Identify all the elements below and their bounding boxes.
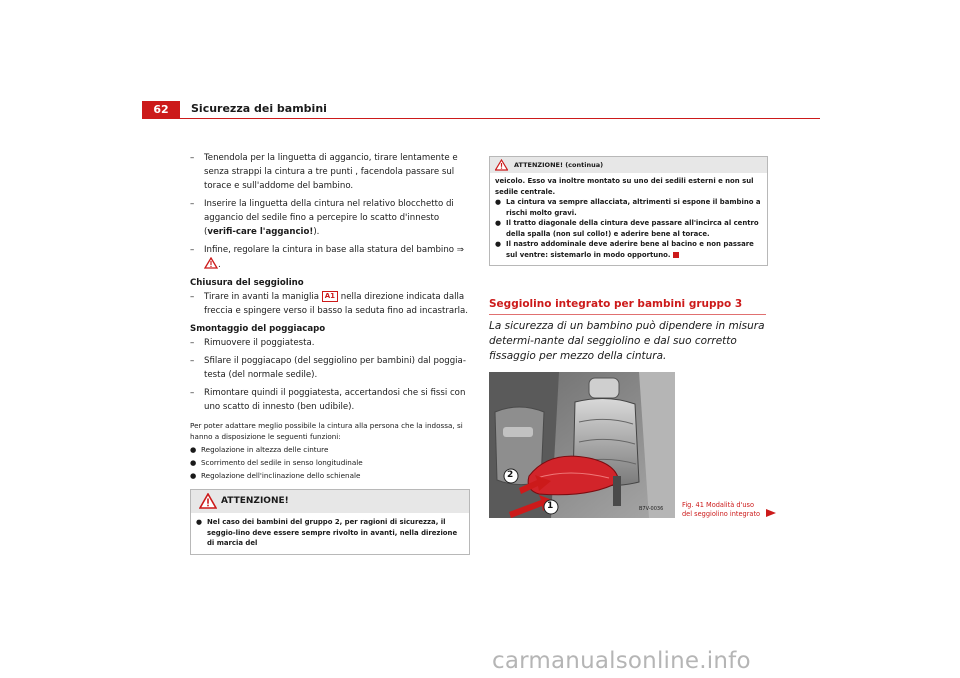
step-item	[190, 354, 470, 382]
bullet-dot: ●	[196, 518, 203, 526]
step-text: Inserire la linguetta della cintura nel relativo blocchetto di aggancio del sedile fino a percepire lo scatto d'innesto (	[204, 199, 454, 237]
dash: –	[190, 245, 195, 255]
list-item	[190, 470, 470, 481]
figure-caption: Fig. 41 Modalità d'uso del seggiolino integrato	[682, 501, 761, 518]
subsection-title: Seggiolino integrato per bambini gruppo 3	[489, 298, 743, 310]
watermark: carmanualsonline.info	[492, 648, 751, 674]
step-bold: verifi-care l'aggancio!	[207, 227, 314, 237]
step-item	[190, 336, 470, 350]
dash: –	[190, 356, 195, 366]
warning-header	[490, 157, 767, 173]
warning-title: ATTENZIONE!	[221, 496, 289, 506]
page-number: 62	[142, 101, 180, 118]
ref-badge-a1[interactable]: A1	[322, 291, 338, 302]
dash: –	[190, 199, 195, 209]
warning-icon	[199, 493, 217, 509]
warning-body	[191, 513, 469, 554]
warning-item-text: Il nastro addominale deve aderire bene al bacino e non passare sul ventre: sistemarlo in modo opportuno.	[506, 240, 754, 259]
end-mark-icon	[673, 252, 679, 258]
step-item	[190, 290, 470, 318]
warning-item	[495, 239, 763, 260]
next-page-arrow-icon[interactable]	[765, 508, 777, 518]
note-text: Per poter adattare meglio possibile la cintura alla persona che la indossa, si hanno a disposizione le seguenti funzioni:	[190, 421, 463, 441]
bullet-dot: ●	[495, 219, 502, 227]
warning-item	[495, 218, 763, 239]
step-item	[190, 243, 470, 272]
header-rule	[142, 118, 820, 119]
list-item-text: Regolazione in altezza delle cinture	[201, 445, 329, 454]
step-item	[190, 197, 470, 239]
step-text: Sfilare il poggiacapo (del seggiolino per bambini) dal poggia-testa (del normale sedile).	[204, 356, 466, 380]
dash: –	[190, 292, 195, 302]
list-item	[190, 444, 470, 455]
warning-icon	[495, 159, 508, 171]
warning-lead: veicolo. Esso va inoltre montato su uno dei sedili esterni e non sul sedile centrale.	[495, 177, 754, 196]
dash: –	[190, 388, 195, 398]
list-item-text: Scorrimento del sedile in senso longitudinale	[201, 458, 363, 467]
left-column	[190, 151, 470, 555]
list-item-text: Regolazione dell'inclinazione dello schienale	[201, 471, 361, 480]
figure-label-1: 1	[547, 501, 554, 511]
warning-item-text: Il tratto diagonale della cintura deve passare all'incirca al centro della spalla (non sul collo!) e aderire bene al torace.	[506, 219, 759, 238]
dash: –	[190, 153, 195, 163]
warning-item	[196, 517, 465, 549]
step-text: Tirare in avanti la maniglia	[204, 292, 320, 302]
warning-header	[191, 490, 469, 513]
warning-box	[190, 489, 470, 555]
step-text: Infine, regolare la cintura in base alla statura del bambino	[204, 245, 455, 255]
step-text-after: ).	[313, 227, 320, 237]
step-text: Rimontare quindi il poggiatesta, accertandosi che si fissi con uno scatto di innesto (ben udibile).	[204, 388, 466, 412]
section-title: Sicurezza dei bambini	[191, 102, 327, 115]
subhead-headrest: Smontaggio del poggiacapo	[190, 324, 326, 334]
warning-icon	[204, 257, 218, 269]
step-text: Tenendola per la linguetta di aggancio, tirare lentamente e senza strappi la cintura a tre punti , facendola passare sul torace e sull'addome del bambino.	[204, 153, 458, 191]
step-end: .	[218, 260, 221, 270]
bullet-dot: ●	[495, 198, 502, 206]
step-item	[190, 151, 470, 193]
dash: –	[190, 338, 195, 348]
subhead-closing: Chiusura del seggiolino	[190, 278, 304, 288]
step-item	[190, 386, 470, 414]
intro-text: La sicurezza di un bambino può dipendere in misura determi-nante dal seggiolino e dal suo corretto fissaggio per mezzo della cintura.	[489, 320, 765, 362]
bullet-dot: ●	[495, 240, 502, 248]
figure-label-2: 2	[507, 470, 514, 480]
warning-body	[490, 173, 767, 265]
figure-code: B7V-0036	[639, 506, 664, 512]
seat-illustration	[489, 372, 675, 518]
bullet-dot: ●	[190, 445, 197, 454]
subsection-rule	[489, 314, 766, 315]
warning-box-continued	[489, 156, 768, 266]
list-item	[190, 457, 470, 468]
bullet-dot: ●	[190, 458, 197, 467]
ref-arrow[interactable]: ⇒	[456, 245, 464, 255]
figure-image	[489, 372, 675, 518]
bullet-dot: ●	[190, 471, 197, 480]
warning-item-text: La cintura va sempre allacciata, altrimenti si espone il bambino a rischi molto gravi.	[506, 198, 761, 217]
warning-item-text: Nel caso dei bambini del gruppo 2, per ragioni di sicurezza, il seggio-lino deve essere sempre rivolto in avanti, nella direzione di marcia del	[207, 518, 458, 547]
step-text: Rimuovere il poggiatesta.	[204, 338, 315, 348]
step-text-after: nella direzione indicata dalla freccia e spingere verso il basso la seduta fino ad incastrarla.	[204, 292, 469, 316]
warning-title: ATTENZIONE! (continua)	[514, 161, 604, 169]
warning-item	[495, 197, 763, 218]
